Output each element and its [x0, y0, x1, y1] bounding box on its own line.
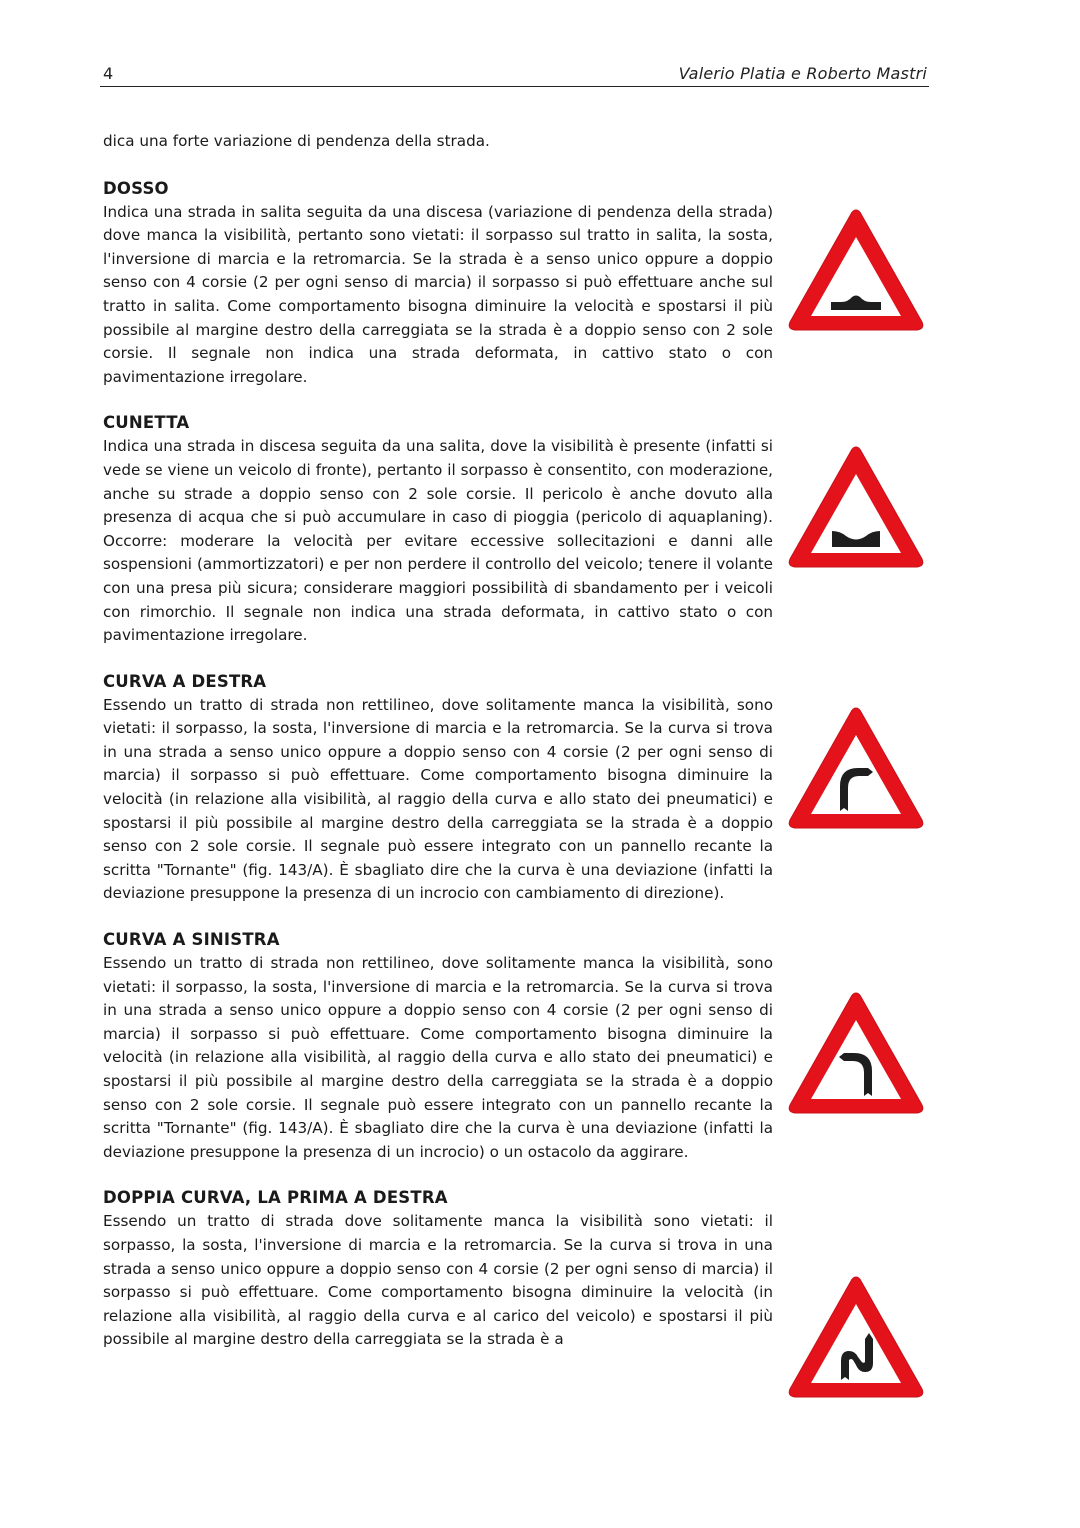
page-number: 4 [103, 64, 114, 83]
running-header [100, 62, 929, 87]
bump-sign-icon [786, 206, 926, 334]
section-title: DOSSO [103, 178, 169, 198]
section-dosso [103, 177, 773, 390]
section-body: Essendo un tratto di strada dove solitamente manca la visibilità sono vietati: il sorpasso, la sosta, l'inversione di marcia e la retromarcia. Se la curva si trova in una strada a senso unico oppure a doppio senso con 4 corsie (2 per ogni senso di marcia) il sorpasso si può effettuare. Come comportamento bisogna diminuire la velocità (in relazione alla visibilità, al raggio della curva e al carico del veicolo) e spostarsi il più possibile al margine destro della carreggiata se la strada è a [103, 1212, 773, 1349]
section-body: Indica una strada in discesa seguita da una salita, dove la visibilità è presente (infatti si vede se viene un veicolo di fronte), pertanto il sorpasso è consentito, con moderazione, anche su strade a doppio senso con 2 sole corsie. Il pericolo è anche dovuto alla presenza di acqua che si può accumulare in caso di pioggia (pericolo di aquaplaning). Occorre: moderare la velocità per evitare eccessive sollecitazioni e danni alle sospensioni (ammortizzatori) e per non perdere il controllo del veicolo; tenere il volante con una presa più sicura; considerare maggiori possibilità di sbandamento per i veicoli con rimorchio. Il segnale non indica una strada deformata, in cattivo stato o con pavimentazione irregolare. [103, 437, 773, 645]
section-curva-a-sinistra [103, 928, 773, 1164]
curve-left-sign-icon [786, 989, 926, 1117]
section-title: CUNETTA [103, 413, 190, 433]
page-content [103, 130, 773, 1374]
section-body: Essendo un tratto di strada non rettilineo, dove solitamente manca la visibilità, sono vietati: il sorpasso, la sosta, l'inversione di marcia e la retromarcia. Se la curva si trova in una strada a senso unico oppure a doppio senso con 4 corsie (2 per ogni senso di marcia) il sorpasso si può effettuare. Come comportamento bisogna diminuire la velocità (in relazione alla visibilità, al raggio della curva e allo stato dei pneumatici) e spostarsi il più possibile al margine destro della carreggiata se la strada è a doppio senso con 2 sole corsie. Il segnale può essere integrato con un pannello recante la scritta "Tornante" (fig. 143/A). È sbagliato dire che la curva è una deviazione (infatti la deviazione presuppone la presenza di un incrocio con cambiamento di direzione). [103, 695, 773, 903]
section-title: DOPPIA CURVA, LA PRIMA A DESTRA [103, 1188, 448, 1208]
section-cunetta [103, 411, 773, 647]
section-title: CURVA A SINISTRA [103, 930, 280, 950]
section-body: Indica una strada in salita seguita da una discesa (variazione di pendenza della strada) dove manca la visibilità, pertanto sono vietati: il sorpasso sul tratto in salita, la sosta, l'inversione di marcia e la retromarcia. Se la strada è a senso unico oppure a doppio senso con 4 corsie (2 per ogni senso di marcia) il sorpasso si può effettuare anche sul tratto in salita. Come comportamento bisogna diminuire la velocità e spostarsi il più possibile al margine destro della carreggiata se la strada è a doppio senso con 2 sole corsie. Il segnale non indica una strada deformata, in cattivo stato o con pavimentazione irregolare. [103, 202, 773, 386]
section-title: CURVA A DESTRA [103, 671, 267, 691]
authors: Valerio Platia e Roberto Mastri [678, 64, 927, 83]
curve-right-sign-icon [786, 704, 926, 832]
section-body: Essendo un tratto di strada non rettilineo, dove solitamente manca la visibilità, sono vietati: il sorpasso, la sosta, l'inversione di marcia e la retromarcia. Se la curva si trova in una strada a senso unico oppure a doppio senso con 4 corsie (2 per ogni senso di marcia) il sorpasso si può effettuare. Come comportamento bisogna diminuire la velocità (in relazione alla visibilità, al raggio della curva e allo stato dei pneumatici) e spostarsi il più possibile al margine destro della carreggiata se la strada è a doppio senso con 2 sole corsie. Il segnale può essere integrato con un pannello recante la scritta "Tornante" (fig. 143/A). È sbagliato dire che la curva è una deviazione (infatti la deviazione presuppone la presenza di un incrocio) o un ostacolo da aggirare. [103, 954, 773, 1161]
section-doppia-curva [103, 1186, 773, 1352]
section-curva-a-destra [103, 670, 773, 906]
dip-sign-icon [786, 443, 926, 571]
lead-text: dica una forte variazione di pendenza della strada. [103, 132, 490, 150]
double-curve-right-sign-icon [786, 1273, 926, 1401]
